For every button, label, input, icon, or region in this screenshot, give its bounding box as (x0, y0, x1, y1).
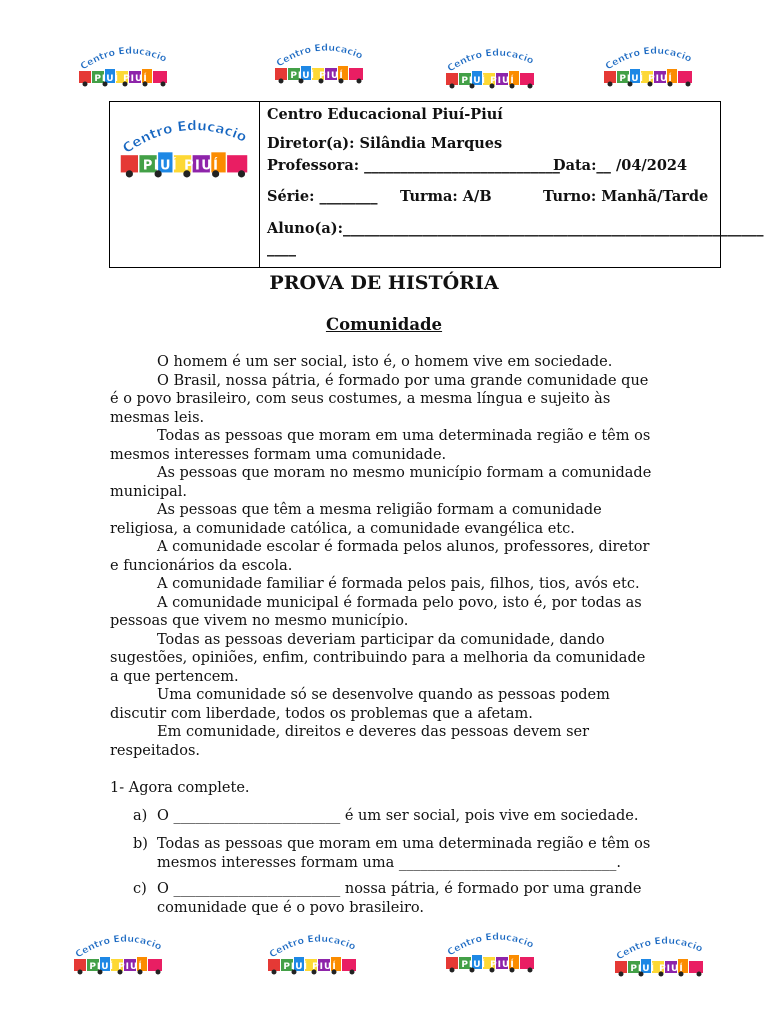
grade-field: Série: ________ (267, 188, 378, 205)
school-logo (442, 926, 538, 970)
school-name: Centro Educacional Piuí-Piuí (267, 106, 503, 123)
paragraph: O homem é um ser social, isto é, o homem vive em sociedade. (157, 354, 613, 370)
school-logo (442, 42, 538, 86)
item-label: a) (133, 808, 148, 824)
paragraph: Em comunidade, direitos e deveres das pessoas devem ser respeitados. (110, 724, 590, 759)
question-item (133, 835, 653, 872)
item-text: Todas as pessoas que moram em uma determinada região e têm os mesmos interesses formam uma ______________________________. (157, 836, 651, 871)
student-field-continuation: ____ (267, 240, 296, 257)
paragraph: Todas as pessoas que moram em uma determinada região e têm os mesmos interesses formam uma comunidade. (110, 428, 651, 463)
school-logo (271, 37, 367, 81)
school-logo (115, 108, 253, 188)
question-title: 1- Agora complete. (110, 780, 250, 796)
question-item (133, 880, 653, 917)
section-title: Comunidade (325, 315, 443, 334)
paragraph: A comunidade familiar é formada pelos pais, filhos, tios, avós etc. (157, 576, 640, 592)
teacher-field: Professora: ___________________________ (267, 157, 560, 174)
item-label: b) (133, 836, 148, 852)
question-item (133, 807, 653, 826)
header-table (109, 101, 764, 268)
paragraph: As pessoas que têm a mesma religião formam a comunidade religiosa, a comunidade católica, a comunidade evangélica etc. (110, 502, 602, 537)
header-logo-cell (110, 102, 260, 267)
paragraph: As pessoas que moram no mesmo município formam a comunidade municipal. (110, 465, 652, 500)
date-field: Data:__ /04/2024 (553, 157, 688, 174)
page-title: PROVA DE HISTÓRIA (269, 272, 499, 294)
paragraph: O Brasil, nossa pátria, é formado por uma grande comunidade que é o povo brasileiro, com seus costumes, a mesma língua e sujeito às mesmas leis. (110, 372, 649, 426)
school-logo (611, 930, 707, 974)
school-logo (264, 928, 360, 972)
school-logo (75, 40, 171, 84)
item-text: O _______________________ é um ser social, pois vive em sociedade. (157, 808, 639, 824)
school-logo (600, 40, 696, 84)
reading-text (110, 353, 658, 760)
school-logo (70, 928, 166, 972)
item-label: c) (133, 881, 147, 897)
student-field: Aluno(a):__________________________________________________________ (267, 220, 764, 237)
item-text: O _______________________ nossa pátria, é formado por uma grande comunidade que é o povo brasileiro. (157, 881, 642, 916)
paragraph: Uma comunidade só se desenvolve quando as pessoas podem discutir com liberdade, todos os problemas que a afetam. (110, 687, 610, 722)
class-field: Turma: A/B (400, 188, 492, 205)
shift-field: Turno: Manhã/Tarde (543, 188, 709, 205)
paragraph: A comunidade escolar é formada pelos alunos, professores, diretor e funcionários da escola. (110, 539, 650, 574)
director-field: Diretor(a): Silândia Marques (267, 135, 503, 152)
paragraph: A comunidade municipal é formada pelo povo, isto é, por todas as pessoas que vivem no mesmo município. (110, 594, 642, 629)
paragraph: Todas as pessoas deveriam participar da comunidade, dando sugestões, opiniões, enfim, contribuindo para a melhoria da comunidade a que pertencem. (110, 631, 646, 685)
